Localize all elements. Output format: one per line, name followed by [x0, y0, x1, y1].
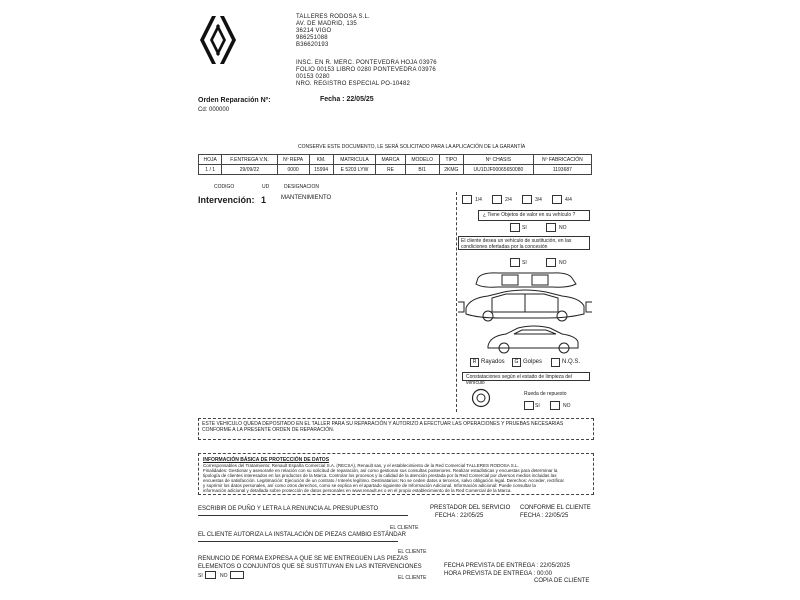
table-cell: 15994 [309, 165, 333, 175]
table-cell: 2KMG [439, 165, 463, 175]
substitute-no-checkbox[interactable] [546, 258, 556, 267]
table-header-row [199, 155, 592, 165]
fuel-checkbox[interactable] [492, 195, 502, 204]
scratch-legend-label: Rayados [481, 359, 505, 365]
company-line: 36214 VIGO [296, 28, 332, 34]
intervention-number: 1 [261, 195, 267, 205]
company-line: 986251088 [296, 35, 328, 41]
designacion-header: DESIGNACION [284, 184, 320, 190]
panel-divider [456, 192, 457, 412]
scratch-legend-box: R [470, 358, 479, 367]
company-line: B36620193 [296, 42, 329, 48]
table-cell: 0000 [277, 165, 309, 175]
data-protection-box [198, 453, 594, 495]
registry-line: INSC. EN R. MERC. PONTEVEDRA HOJA 03976 [296, 60, 437, 66]
table-header-cell: Nº FABRICACIÓN [533, 155, 591, 165]
parts-yes-checkbox[interactable] [205, 571, 216, 579]
substitute-box [458, 236, 590, 250]
table-header-cell: MODELO [405, 155, 439, 165]
table-cell: BI1 [405, 165, 439, 175]
data-protection-line: Finalidades: Gestionar y asesorarle en relación con su solicitud de reparación, así como gestionar sus consultas posteriores. Realizar estadísticas y encuestas para determinar la [203, 468, 558, 473]
valuables-question: ¿ Tiene Objetos de valor en su vehículo ? [483, 212, 576, 218]
table-header-cell: MARCA [376, 155, 405, 165]
authorize-label: EL CLIENTE AUTORIZA LA INSTALACIÓN DE PIEZAS CAMBIO ESTÁNDAR [198, 532, 406, 538]
table-header-cell: TIPO [439, 155, 463, 165]
parts-no-checkbox[interactable] [230, 571, 244, 579]
renuncia-line-1: RENUNCIO DE FORMA EXPRESA A QUE SE ME ENTREGUEN LAS PIEZAS [198, 556, 409, 562]
intervention-label: Intervención: [198, 195, 255, 205]
fuel-level-label: 3/4 [535, 197, 542, 203]
delivery-date: FECHA PREVISTA DE ENTREGA : 22/05/2025 [444, 563, 570, 569]
handwrite-waiver-label: ESCRIBIR DE PUÑO Y LETRA LA RENUNCIA AL PRESUPUESTO [198, 506, 379, 512]
table-cell: 29/09/22 [222, 165, 277, 175]
authorize-line [198, 541, 398, 542]
table-header-cell: MATRICULA [333, 155, 376, 165]
deposit-statement [198, 418, 594, 440]
data-protection-title: INFORMACIÓN BÁSICA DE PROTECCIÓN DE DATOS [203, 457, 330, 463]
fuel-checkbox[interactable] [522, 195, 532, 204]
company-line: AV. DE MADRID, 135 [296, 21, 357, 27]
data-protection-line: y suprimir los datos personales, así como otros derechos, como se explica en el apartado siguiente de Información Adicional. Información adicional: Puede consultar la [203, 483, 536, 488]
fuel-level-label: 1/4 [475, 197, 482, 203]
registry-line: FOLIO 00153 LIBRO 0280 PONTEVEDRA 03976 [296, 67, 436, 73]
cleanliness-text: Constataciones según el estado de limpieza del vehículo [466, 374, 572, 386]
renault-logo [198, 14, 238, 66]
table-cell: E 5203 LYW [333, 165, 376, 175]
table-cell: UU1DJF00065650080 [464, 165, 534, 175]
table-header-cell: KM. [309, 155, 333, 165]
client-ok-label: CONFORME EL CLIENTE [520, 505, 591, 511]
handwrite-line [198, 515, 408, 516]
spare-yes-label: SI [535, 403, 540, 409]
el-cliente-label: EL CLIENTE [398, 549, 427, 555]
registry-line: 00153 0280 [296, 74, 330, 80]
nqs-legend-label: N.Q.S. [562, 359, 581, 365]
valuables-no-label: NO [559, 225, 567, 231]
spare-no-label: NO [563, 403, 571, 409]
valuables-box [478, 210, 590, 221]
registry-line: NRO. REGISTRO ESPECIAL PO-10482 [296, 81, 411, 87]
el-cliente-label: EL CLIENTE [398, 575, 427, 581]
table-header-cell: F.ENTREGA V.N. [222, 155, 277, 165]
substitute-no-label: NO [559, 260, 567, 266]
company-line: TALLERES RODOSA S.L. [296, 14, 370, 20]
nqs-legend-box [551, 358, 560, 367]
provider-label: PRESTADOR DEL SERVICIO [430, 505, 511, 511]
spare-yes-checkbox[interactable] [524, 401, 534, 410]
registry-info [296, 60, 437, 88]
data-protection-line: información adicional y detallada sobre protección de datos personales en www.renault.es o en el propio establecimiento de la Red Comercial de la Marca. [203, 488, 512, 493]
parts-yes-label: SI [198, 573, 203, 579]
table-cell: 1 / 1 [199, 165, 222, 175]
order-label: Orden Reparación Nº: [198, 97, 271, 104]
client-ok-date: FECHA : 22/05/25 [520, 513, 569, 519]
company-info [296, 14, 370, 49]
codigo-header: CODIGO [214, 184, 235, 190]
ud-header: UD [262, 184, 270, 190]
data-protection-line: Corresponsables del Tratamiento: Renault España Comercial S.A. (RECSA), Renault sas, y el establecimiento de la Red Comercial TALLERES RODOSA S.L. [203, 463, 519, 468]
valuables-yes-checkbox[interactable] [510, 223, 520, 232]
intervention-text: MANTENIMIENTO [281, 195, 332, 201]
fuel-level-label: 4/4 [565, 197, 572, 203]
provider-date: FECHA : 22/05/25 [435, 513, 484, 519]
substitute-question: El cliente desea un vehículo de sustitución, en las condiciones ofertadas por la concesión [461, 238, 572, 250]
substitute-yes-checkbox[interactable] [510, 258, 520, 267]
deposit-text: ESTE VEHICULO QUEDA DEPOSITADO EN EL TALLER PARA SU REPARACIÓN Y AUTORIZO A EFECTUAR LAS OPERACIONES Y PRUEBAS NECESARIAS CONFORME A LA PRESENTE ORDEN DE REPARACIÓN. [202, 421, 564, 433]
order-code: Cd: 000000 [198, 107, 230, 113]
renuncia-line-2: ELEMENTOS O CONJUNTOS QUE SE SUSTITUYAN EN LAS INTERVENCIONES [198, 564, 422, 570]
vehicle-table [198, 154, 592, 175]
car-diagram [458, 270, 592, 356]
valuables-no-checkbox[interactable] [546, 223, 556, 232]
valuables-yes-label: SI [522, 225, 527, 231]
el-cliente-label: EL CLIENTE [390, 525, 419, 531]
table-header-cell: HOJA [199, 155, 222, 165]
client-copy-label: COPIA DE CLIENTE [534, 578, 590, 584]
cleanliness-box [462, 372, 590, 386]
table-cell: 1193687 [533, 165, 591, 175]
table-cell: RE [376, 165, 405, 175]
warranty-note: CONSERVE ESTE DOCUMENTO, LE SERÁ SOLICITADO PARA LA APLICACIÓN DE LA GARANTÍA [298, 144, 526, 150]
order-date: Fecha : 22/05/25 [320, 96, 374, 103]
fuel-level-label: 2/4 [505, 197, 512, 203]
fuel-gauge [462, 194, 590, 206]
dent-legend-box: G [512, 358, 521, 367]
fuel-checkbox[interactable] [462, 195, 472, 204]
fuel-checkbox[interactable] [552, 195, 562, 204]
data-protection-line: tipología de clientes interesados en los productos de la Marca. Controlar los procesos y la calidad de la atención prestada por la Red Comercial por diversos medios incluidas las [203, 473, 557, 478]
tire-icon [471, 388, 491, 408]
data-protection-line: encuestas de satisfacción. Legitimación: Ejecución de un contrato / Interés legítimo. Destinatarios: No se ceden datos a terceros, salvo obligación legal. Derechos: Acceder, rectificar [203, 478, 564, 483]
table-header-cell: Nº CHASIS [464, 155, 534, 165]
table-header-cell: Nº REPA [277, 155, 309, 165]
table-row [199, 165, 592, 175]
spare-no-checkbox[interactable] [550, 401, 560, 410]
substitute-yes-label: SI [522, 260, 527, 266]
delivery-time: HORA PREVISTA DE ENTREGA : 00:00 [444, 571, 552, 577]
dent-legend-label: Golpes [523, 359, 543, 365]
spare-wheel-label: Rueda de repuesto [524, 391, 567, 397]
parts-no-label: NO [220, 573, 228, 579]
